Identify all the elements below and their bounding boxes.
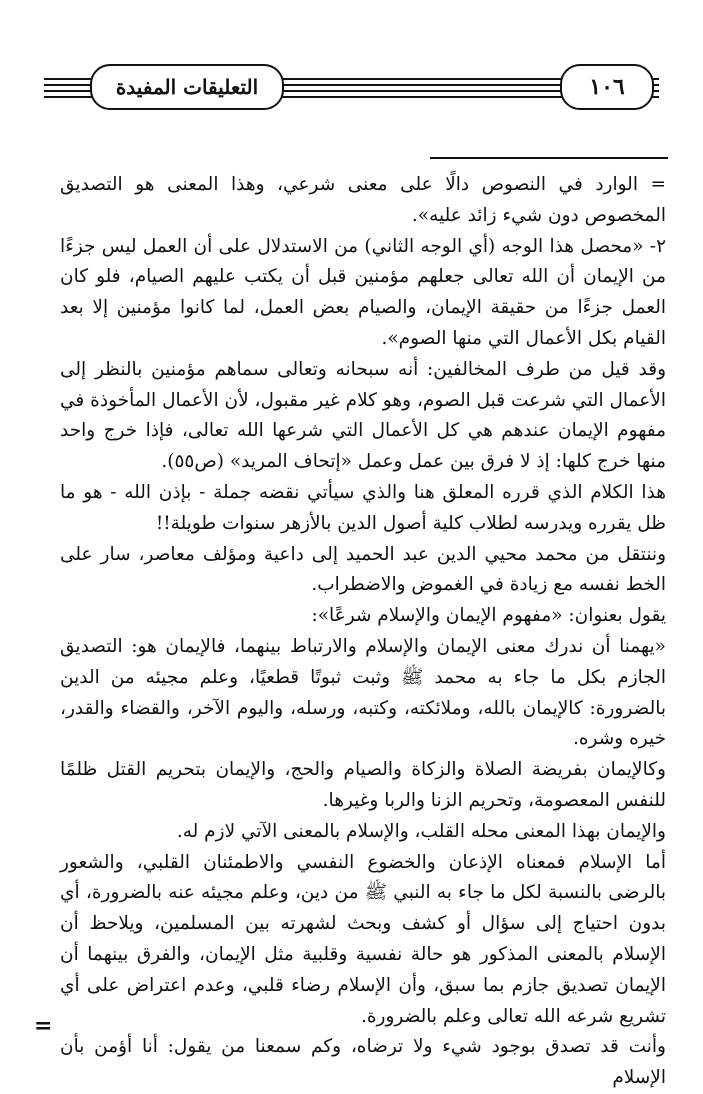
paragraph: وننتقل من محمد محيي الدين عبد الحميد إلى داعية ومؤلف معاصر، سار على الخط نفسه مع زيادة في الغموض والاضطراب. <box>60 543 666 596</box>
continuation-mark: = <box>34 1013 53 1039</box>
paragraph: ٢- «محصل هذا الوجه (أي الوجه الثاني) من الاستدلال على أن العمل ليس جزءًا من الإيمان أن الله تعالى جعلهم مؤمنين قبل أن يكتب عليهم الصيام، فلو كان العمل جزءًا من حقيقة الإيمان، والصيام بعض العمل، لما كانوا مؤمنين إلا بعد القيام بكل الأعمال التي منها الصوم». <box>60 235 666 349</box>
footnote-separator <box>430 157 668 159</box>
page-body <box>60 170 666 1094</box>
paragraph: يقول بعنوان: «مفهوم الإيمان والإسلام شرعًا»: <box>311 605 666 627</box>
paragraph: «يهمنا أن ندرك معنى الإيمان والإسلام والارتباط بينهما، فالإيمان هو: التصديق الجازم بكل ما جاء به محمد ﷺ وثبت ثبوتًا قطعيًا، وعلم مجيئه من الدين بالضرورة: كالإيمان بالله، وملائكته، وكتبه، ورسله، واليوم الآخر، والقضاء والقدر، خيره وشره. <box>60 635 666 750</box>
paragraph: هذا الكلام الذي قرره المعلق هنا والذي سيأتي نقضه جملة - بإذن الله - هو ما ظل يقرره ويدرسه لطلاب كلية أصول الدين بالأزهر سنوات طويلة!! <box>60 481 666 534</box>
page-header <box>0 0 703 130</box>
paragraph: وأنت قد تصدق بوجود شيء ولا ترضاه، وكم سمعنا من يقول: أنا أؤمن بأن الإسلام <box>60 1036 666 1089</box>
paragraph: = الوارد في النصوص دالًا على معنى شرعي، وهذا المعنى هو التصديق المخصوص دون شيء زائد عليه». <box>60 174 666 226</box>
paragraph: وقد قيل من طرف المخالفين: أنه سبحانه وتعالى سماهم مؤمنين بالنظر إلى الأعمال التي شرعت قبل الصوم، وهو كلام غير مقبول، لأن الأعمال المأخوذة في مفهوم الإيمان عندهم هي كل الأعمال التي شرعها الله تعالى، فإذا خرج واحد منها خرج كلها: إذ لا فرق بين عمل وعمل «إتحاف المريد» (ص٥٥). <box>60 358 666 473</box>
running-title: التعليقات المفيدة <box>90 64 284 110</box>
page-number: ١٠٦ <box>560 64 654 110</box>
paragraph: وكالإيمان بفريضة الصلاة والزكاة والصيام والحج، والإيمان بتحريم القتل ظلمًا للنفس المعصومة، وتحريم الزنا والربا وغيرها. <box>60 759 666 811</box>
paragraph: والإيمان بهذا المعنى محله القلب، والإسلام بالمعنى الآتي لازم له. <box>176 820 666 842</box>
paragraph: أما الإسلام فمعناه الإذعان والخضوع النفسي والاطمئنان القلبي، والشعور بالرضى بالنسبة لكل ما جاء به النبي ﷺ من دين، وعلم مجيئه عنه بالضرورة، أي بدون احتياج إلى سؤال أو كشف وبحث لشهرته بين المسلمين، ويلاحظ أن الإسلام بالمعنى المذكور هو حالة نفسية وقلبية مثل الإيمان، والفرق بينهما أن الإيمان تصديق جازم بما سبق، وأن الإسلام رضاء قلبي، وعدم اعتراض على أي تشريع شرعه الله تعالى وعلم بالضرورة. <box>60 851 666 1027</box>
